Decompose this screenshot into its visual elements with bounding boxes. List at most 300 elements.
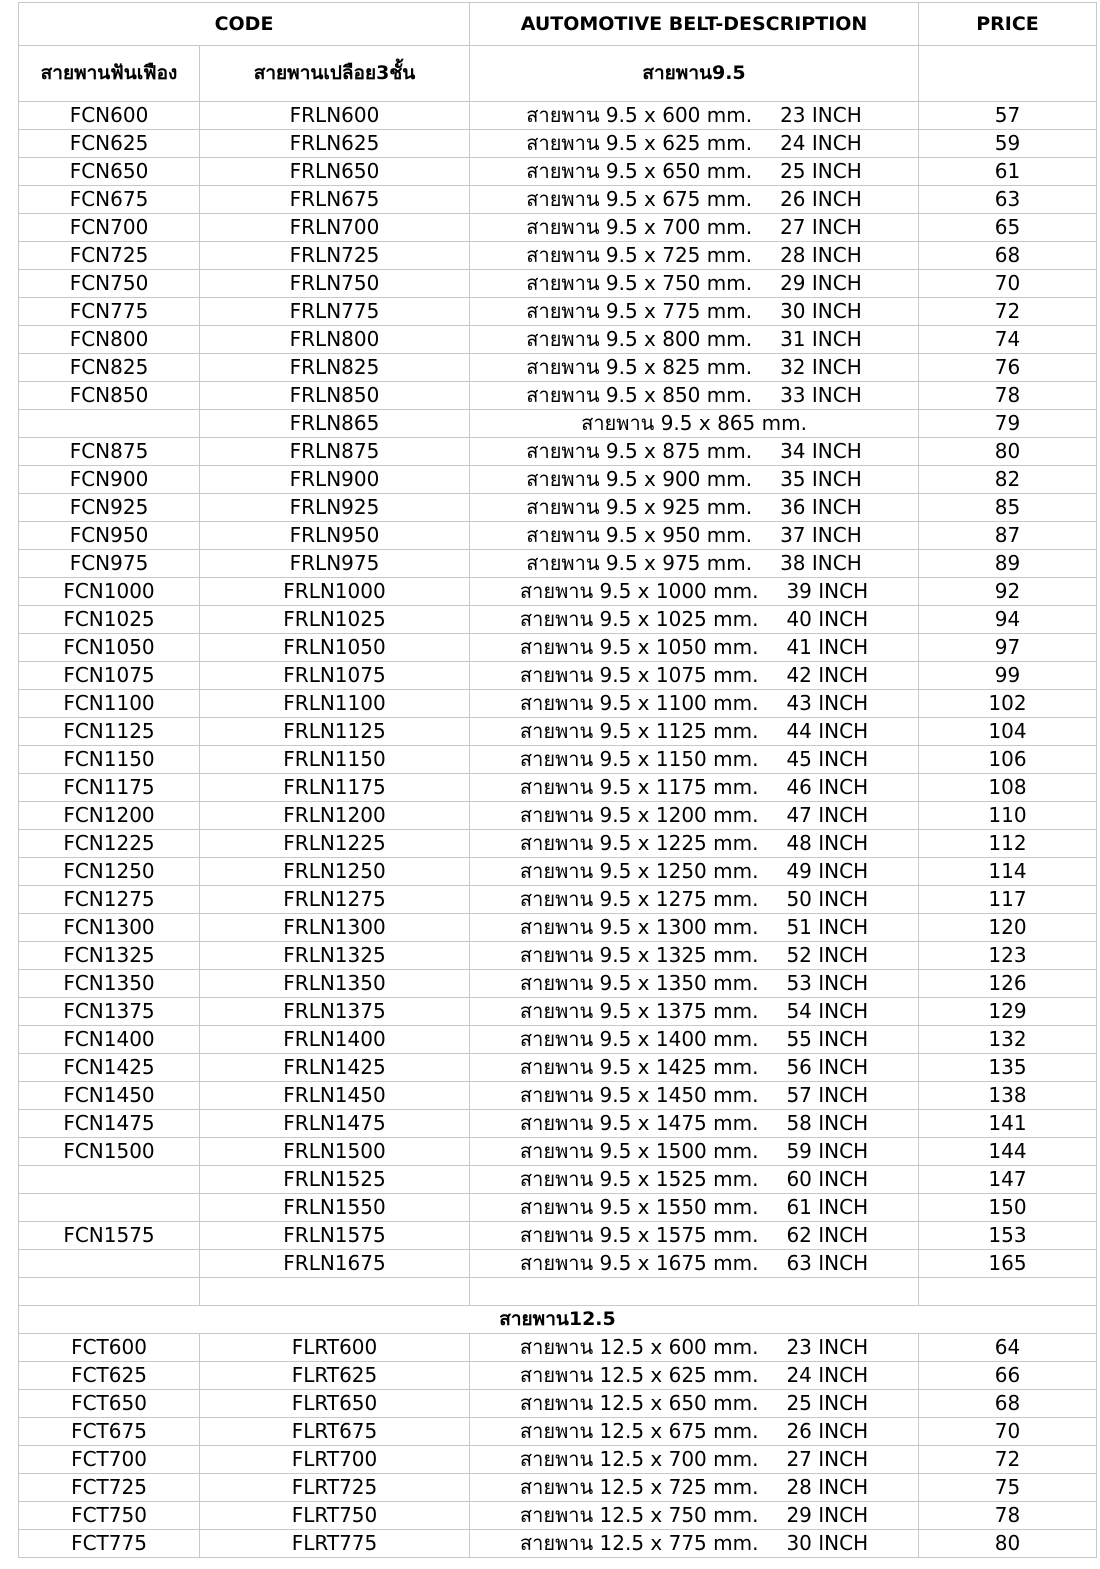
belt-inch: 30 INCH (786, 1531, 869, 1555)
belt-size: สายพาน 12.5 x 625 mm. (519, 1363, 759, 1387)
fr-code-cell: FLRT625 (200, 1362, 470, 1390)
fc-code-cell: FCT725 (19, 1474, 200, 1502)
price-cell: 120 (919, 914, 1097, 942)
table-row (19, 1054, 1097, 1082)
fc-code-cell: FCN600 (19, 102, 200, 130)
fr-code-cell: FRLN1100 (200, 690, 470, 718)
belt-inch: 25 INCH (786, 1391, 869, 1415)
belt-size: สายพาน 9.5 x 1025 mm. (519, 607, 759, 631)
description-header: AUTOMOTIVE BELT-DESCRIPTION (470, 3, 919, 46)
fr-code-cell: FRLN1500 (200, 1138, 470, 1166)
fr-code-cell: FRLN1225 (200, 830, 470, 858)
fr-code-cell: FRLN1525 (200, 1166, 470, 1194)
fr-code-cell: FRLN750 (200, 270, 470, 298)
table-row (19, 886, 1097, 914)
price-header: PRICE (919, 3, 1097, 46)
belt-inch: 27 INCH (780, 215, 862, 239)
price-cell: 76 (919, 354, 1097, 382)
table-row (19, 1250, 1097, 1278)
fr-code-cell: FLRT650 (200, 1390, 470, 1418)
fc-code-cell: FCN1425 (19, 1054, 200, 1082)
belt-size: สายพาน 9.5 x 800 mm. (526, 327, 753, 351)
code-header: CODE (19, 3, 470, 46)
belt-size: สายพาน 9.5 x 700 mm. (526, 215, 753, 239)
price-cell: 129 (919, 998, 1097, 1026)
fr-code-cell: FRLN1575 (200, 1222, 470, 1250)
fc-code-cell: FCN900 (19, 466, 200, 494)
table-row (19, 802, 1097, 830)
table-row (19, 634, 1097, 662)
fr-code-cell: FRLN1550 (200, 1194, 470, 1222)
description-cell (470, 1250, 919, 1278)
fr-code-cell: FRLN925 (200, 494, 470, 522)
price-cell: 59 (919, 130, 1097, 158)
price-cell: 80 (919, 1530, 1097, 1558)
belt-inch: 32 INCH (780, 355, 862, 379)
fr-code-cell: FLRT700 (200, 1446, 470, 1474)
fr-code-cell: FLRT750 (200, 1502, 470, 1530)
description-cell (470, 914, 919, 942)
fc-code-cell: FCN1250 (19, 858, 200, 886)
fc-code-cell: FCN1575 (19, 1222, 200, 1250)
fr-code-cell: FLRT775 (200, 1530, 470, 1558)
fr-code-cell: FRLN825 (200, 354, 470, 382)
description-cell (470, 382, 919, 410)
belt-inch: 42 INCH (786, 663, 869, 687)
belt-inch: 26 INCH (780, 187, 862, 211)
table-row (19, 1418, 1097, 1446)
price-cell: 72 (919, 1446, 1097, 1474)
fr-code-cell: FRLN700 (200, 214, 470, 242)
fr-code-cell: FRLN875 (200, 438, 470, 466)
table-row (19, 130, 1097, 158)
fc-code-cell: FCN1175 (19, 774, 200, 802)
table-row (19, 494, 1097, 522)
description-cell (470, 942, 919, 970)
belt-size: สายพาน 9.5 x 1175 mm. (519, 775, 759, 799)
belt-size: สายพาน 9.5 x 625 mm. (526, 131, 753, 155)
fr-code-cell: FRLN775 (200, 298, 470, 326)
fc-code-cell: FCN875 (19, 438, 200, 466)
belt-inch: 61 INCH (786, 1195, 869, 1219)
fc-code-cell: FCN925 (19, 494, 200, 522)
description-cell (470, 746, 919, 774)
table-row (19, 1334, 1097, 1362)
description-cell (470, 830, 919, 858)
description-cell (470, 1138, 919, 1166)
belt-size: สายพาน 9.5 x 1100 mm. (519, 691, 759, 715)
price-cell: 135 (919, 1054, 1097, 1082)
belt-inch: 47 INCH (786, 803, 869, 827)
table-row (19, 1166, 1097, 1194)
price-cell: 70 (919, 270, 1097, 298)
fc-code-cell (19, 410, 200, 438)
belt-inch: 24 INCH (780, 131, 862, 155)
description-cell (470, 662, 919, 690)
empty-cell (919, 1278, 1097, 1306)
table-row (19, 1446, 1097, 1474)
belt-size: สายพาน 12.5 x 675 mm. (519, 1419, 759, 1443)
price-cell: 132 (919, 1026, 1097, 1054)
fc-code-cell: FCT650 (19, 1390, 200, 1418)
belt-inch: 54 INCH (786, 999, 869, 1023)
belt-inch: 48 INCH (786, 831, 869, 855)
belt-inch: 24 INCH (786, 1363, 869, 1387)
belt-size: สายพาน 9.5 x 875 mm. (526, 439, 753, 463)
fc-code-cell: FCN850 (19, 382, 200, 410)
belt-size: สายพาน 9.5 x 1675 mm. (519, 1251, 759, 1275)
belt-size: สายพาน 9.5 x 1075 mm. (519, 663, 759, 687)
fc-code-cell: FCN1100 (19, 690, 200, 718)
description-cell (470, 606, 919, 634)
belt-size: สายพาน 9.5 x 1350 mm. (519, 971, 759, 995)
belt-inch: 28 INCH (786, 1475, 869, 1499)
table-row (19, 718, 1097, 746)
description-cell (470, 1446, 919, 1474)
price-cell: 64 (919, 1334, 1097, 1362)
belt-inch: 31 INCH (780, 327, 862, 351)
fc-code-cell (19, 1194, 200, 1222)
belt-size: สายพาน 9.5 x 1500 mm. (519, 1139, 759, 1163)
belt-inch: 49 INCH (786, 859, 869, 883)
price-cell: 99 (919, 662, 1097, 690)
fr-column-header: สายพานเปลือย3ชั้น (200, 46, 470, 102)
description-cell (470, 522, 919, 550)
price-cell: 65 (919, 214, 1097, 242)
belt-inch: 30 INCH (780, 299, 862, 323)
description-cell (470, 466, 919, 494)
belt-inch: 44 INCH (786, 719, 869, 743)
table-row (19, 1194, 1097, 1222)
price-cell: 87 (919, 522, 1097, 550)
description-cell (470, 802, 919, 830)
fc-code-cell: FCN1200 (19, 802, 200, 830)
price-cell: 114 (919, 858, 1097, 886)
table-row (19, 1390, 1097, 1418)
fc-code-cell: FCN1025 (19, 606, 200, 634)
fr-code-cell: FRLN725 (200, 242, 470, 270)
table-row (19, 942, 1097, 970)
belt-size: สายพาน 9.5 x 825 mm. (526, 355, 753, 379)
description-cell (470, 326, 919, 354)
fr-code-cell: FRLN650 (200, 158, 470, 186)
belt-inch: 62 INCH (786, 1223, 869, 1247)
price-cell: 66 (919, 1362, 1097, 1390)
table-row (19, 270, 1097, 298)
price-cell: 72 (919, 298, 1097, 326)
belt-size: สายพาน 9.5 x 1300 mm. (519, 915, 759, 939)
description-cell (470, 1082, 919, 1110)
table-row (19, 242, 1097, 270)
fc-code-cell: FCN1150 (19, 746, 200, 774)
description-cell (470, 690, 919, 718)
price-cell: 63 (919, 186, 1097, 214)
belt-inch: 28 INCH (780, 243, 862, 267)
description-cell (470, 1530, 919, 1558)
belt-size: สายพาน 9.5 x 1200 mm. (519, 803, 759, 827)
table-row (19, 214, 1097, 242)
price-cell: 165 (919, 1250, 1097, 1278)
belt-size: สายพาน 9.5 x 675 mm. (526, 187, 753, 211)
table-row (19, 326, 1097, 354)
description-cell (470, 998, 919, 1026)
belt-inch: 41 INCH (786, 635, 869, 659)
header-row (19, 3, 1097, 46)
fr-code-cell: FRLN800 (200, 326, 470, 354)
description-cell (470, 1334, 919, 1362)
description-cell (470, 1222, 919, 1250)
fc-code-cell: FCN775 (19, 298, 200, 326)
price-cell: 57 (919, 102, 1097, 130)
description-cell (470, 214, 919, 242)
belt-size: สายพาน 9.5 x 1450 mm. (519, 1083, 759, 1107)
table-body (19, 3, 1097, 1558)
belt-inch: 34 INCH (780, 439, 862, 463)
fr-code-cell: FRLN975 (200, 550, 470, 578)
belt-inch: 55 INCH (786, 1027, 869, 1051)
belt-inch: 53 INCH (786, 971, 869, 995)
fr-code-cell: FRLN675 (200, 186, 470, 214)
fr-code-cell: FRLN1150 (200, 746, 470, 774)
fc-code-cell: FCN625 (19, 130, 200, 158)
fr-code-cell: FRLN1675 (200, 1250, 470, 1278)
fc-code-cell: FCN1350 (19, 970, 200, 998)
belt-size: สายพาน 9.5 x 1000 mm. (519, 579, 759, 603)
price-cell: 138 (919, 1082, 1097, 1110)
description-cell (470, 1390, 919, 1418)
belt-inch: 57 INCH (786, 1083, 869, 1107)
description-cell (470, 1110, 919, 1138)
empty-cell (19, 1278, 200, 1306)
fr-code-cell: FRLN1275 (200, 886, 470, 914)
price-cell: 85 (919, 494, 1097, 522)
fc-code-cell: FCT750 (19, 1502, 200, 1530)
description-cell (470, 158, 919, 186)
description-cell (470, 1194, 919, 1222)
fr-code-cell: FRLN1375 (200, 998, 470, 1026)
table-row (19, 550, 1097, 578)
table-row (19, 1138, 1097, 1166)
table-row (19, 354, 1097, 382)
belt-inch: 35 INCH (780, 467, 862, 491)
fc-code-cell: FCN1075 (19, 662, 200, 690)
table-row (19, 998, 1097, 1026)
price-cell: 112 (919, 830, 1097, 858)
price-cell: 153 (919, 1222, 1097, 1250)
fr-code-cell: FRLN1325 (200, 942, 470, 970)
fc-code-cell (19, 1250, 200, 1278)
description-cell (470, 634, 919, 662)
price-cell: 141 (919, 1110, 1097, 1138)
price-cell: 70 (919, 1418, 1097, 1446)
fr-code-cell: FRLN900 (200, 466, 470, 494)
belt-inch: 56 INCH (786, 1055, 869, 1079)
price-cell: 78 (919, 382, 1097, 410)
belt-size: สายพาน 9.5 x 1050 mm. (519, 635, 759, 659)
fc-code-cell: FCN700 (19, 214, 200, 242)
fr-code-cell: FRLN1000 (200, 578, 470, 606)
fc-code-cell: FCN1375 (19, 998, 200, 1026)
fr-code-cell: FRLN1050 (200, 634, 470, 662)
table-row (19, 606, 1097, 634)
table-row (19, 382, 1097, 410)
fr-code-cell: FRLN950 (200, 522, 470, 550)
section-title: สายพาน12.5 (19, 1306, 1097, 1334)
fc-code-cell: FCT775 (19, 1530, 200, 1558)
description-cell (470, 1502, 919, 1530)
description-cell (470, 1474, 919, 1502)
fc-code-cell: FCN1225 (19, 830, 200, 858)
fr-code-cell: FRLN1300 (200, 914, 470, 942)
belt-inch: 25 INCH (780, 159, 862, 183)
price-cell: 150 (919, 1194, 1097, 1222)
price-cell: 97 (919, 634, 1097, 662)
fr-code-cell: FRLN1125 (200, 718, 470, 746)
belt-inch: 29 INCH (786, 1503, 869, 1527)
belt-size: สายพาน 12.5 x 750 mm. (519, 1503, 759, 1527)
table-row (19, 830, 1097, 858)
belt-inch: 23 INCH (780, 103, 862, 127)
belt-inch: 27 INCH (786, 1447, 869, 1471)
belt-size: สายพาน 9.5 x 900 mm. (526, 467, 753, 491)
price-cell: 123 (919, 942, 1097, 970)
fr-code-cell: FRLN1400 (200, 1026, 470, 1054)
description-cell (470, 858, 919, 886)
fr-code-cell: FRLN850 (200, 382, 470, 410)
fc-code-cell: FCN950 (19, 522, 200, 550)
price-subheader (919, 46, 1097, 102)
table-row (19, 662, 1097, 690)
belt-inch: 50 INCH (786, 887, 869, 911)
belt-size: สายพาน 9.5 x 1525 mm. (519, 1167, 759, 1191)
description-cell (470, 242, 919, 270)
spacer-row (19, 1278, 1097, 1306)
table-row (19, 466, 1097, 494)
price-cell: 68 (919, 242, 1097, 270)
fr-code-cell: FRLN1475 (200, 1110, 470, 1138)
fc-code-cell: FCN1450 (19, 1082, 200, 1110)
description-cell (470, 494, 919, 522)
table-row (19, 158, 1097, 186)
fc-code-cell: FCT675 (19, 1418, 200, 1446)
fc-code-cell: FCN1500 (19, 1138, 200, 1166)
belt-size: สายพาน 9.5 x 1550 mm. (519, 1195, 759, 1219)
fc-code-cell: FCN1125 (19, 718, 200, 746)
belt-inch: 52 INCH (786, 943, 869, 967)
table-row (19, 1026, 1097, 1054)
belt-inch: 63 INCH (786, 1251, 869, 1275)
belt-size: สายพาน 9.5 x 1375 mm. (519, 999, 759, 1023)
description-cell (470, 270, 919, 298)
belt-size: สายพาน 9.5 x 1275 mm. (519, 887, 759, 911)
fc-code-cell: FCN800 (19, 326, 200, 354)
belt-size: สายพาน 12.5 x 600 mm. (519, 1335, 759, 1359)
price-cell: 74 (919, 326, 1097, 354)
price-cell: 79 (919, 410, 1097, 438)
price-cell: 82 (919, 466, 1097, 494)
fc-code-cell: FCN675 (19, 186, 200, 214)
fc-code-cell: FCN1050 (19, 634, 200, 662)
belt-inch: 23 INCH (786, 1335, 869, 1359)
price-cell: 104 (919, 718, 1097, 746)
description-cell (470, 130, 919, 158)
description-cell (470, 1026, 919, 1054)
description-cell (470, 1054, 919, 1082)
price-cell: 61 (919, 158, 1097, 186)
fr-code-cell: FRLN1025 (200, 606, 470, 634)
fc-code-cell: FCN975 (19, 550, 200, 578)
fc-code-cell: FCN1475 (19, 1110, 200, 1138)
belt-inch: 46 INCH (786, 775, 869, 799)
belt-size: สายพาน 9.5 x 1425 mm. (519, 1055, 759, 1079)
price-cell: 108 (919, 774, 1097, 802)
price-cell: 94 (919, 606, 1097, 634)
description-cell (470, 550, 919, 578)
belt-inch: 26 INCH (786, 1419, 869, 1443)
fr-code-cell: FRLN1250 (200, 858, 470, 886)
belt-size: สายพาน 12.5 x 700 mm. (519, 1447, 759, 1471)
belt-inch: 36 INCH (780, 495, 862, 519)
belt-inch: 58 INCH (786, 1111, 869, 1135)
belt-size: สายพาน 9.5 x 1225 mm. (519, 831, 759, 855)
price-cell: 110 (919, 802, 1097, 830)
description-cell (470, 578, 919, 606)
table-row (19, 438, 1097, 466)
table-row (19, 1362, 1097, 1390)
section-title-row (19, 1306, 1097, 1334)
fr-code-cell: FRLN625 (200, 130, 470, 158)
fr-code-cell: FRLN1350 (200, 970, 470, 998)
table-row (19, 1474, 1097, 1502)
belt-size: สายพาน 9.5 x 1250 mm. (519, 859, 759, 883)
fr-code-cell: FLRT600 (200, 1334, 470, 1362)
description-cell (470, 1362, 919, 1390)
belt-inch: 51 INCH (786, 915, 869, 939)
belt-inch: 29 INCH (780, 271, 862, 295)
belt-size: สายพาน 9.5 x 865 mm. (581, 411, 807, 435)
belt-inch: 39 INCH (786, 579, 869, 603)
belt-size: สายพาน 9.5 x 650 mm. (526, 159, 753, 183)
fr-code-cell: FRLN1175 (200, 774, 470, 802)
fc-code-cell: FCT600 (19, 1334, 200, 1362)
table-row (19, 1222, 1097, 1250)
table-row (19, 774, 1097, 802)
table-row (19, 186, 1097, 214)
fr-code-cell: FRLN1450 (200, 1082, 470, 1110)
table-row (19, 858, 1097, 886)
fc-code-cell: FCT625 (19, 1362, 200, 1390)
table-row (19, 102, 1097, 130)
fr-code-cell: FRLN1425 (200, 1054, 470, 1082)
belt-size: สายพาน 9.5 x 950 mm. (526, 523, 753, 547)
belt-size: สายพาน 12.5 x 725 mm. (519, 1475, 759, 1499)
belt-inch: 45 INCH (786, 747, 869, 771)
fr-code-cell: FRLN1200 (200, 802, 470, 830)
table-row (19, 1530, 1097, 1558)
fc-code-cell: FCT700 (19, 1446, 200, 1474)
fc-code-cell: FCN1400 (19, 1026, 200, 1054)
table-row (19, 298, 1097, 326)
empty-cell (200, 1278, 470, 1306)
price-cell: 147 (919, 1166, 1097, 1194)
belt-size: สายพาน 9.5 x 850 mm. (526, 383, 753, 407)
description-cell (470, 718, 919, 746)
fr-code-cell: FRLN1075 (200, 662, 470, 690)
belt-size: สายพาน 12.5 x 650 mm. (519, 1391, 759, 1415)
belt-size: สายพาน 9.5 x 1325 mm. (519, 943, 759, 967)
fc-code-cell: FCN1000 (19, 578, 200, 606)
belt-size: สายพาน 9.5 x 600 mm. (526, 103, 753, 127)
